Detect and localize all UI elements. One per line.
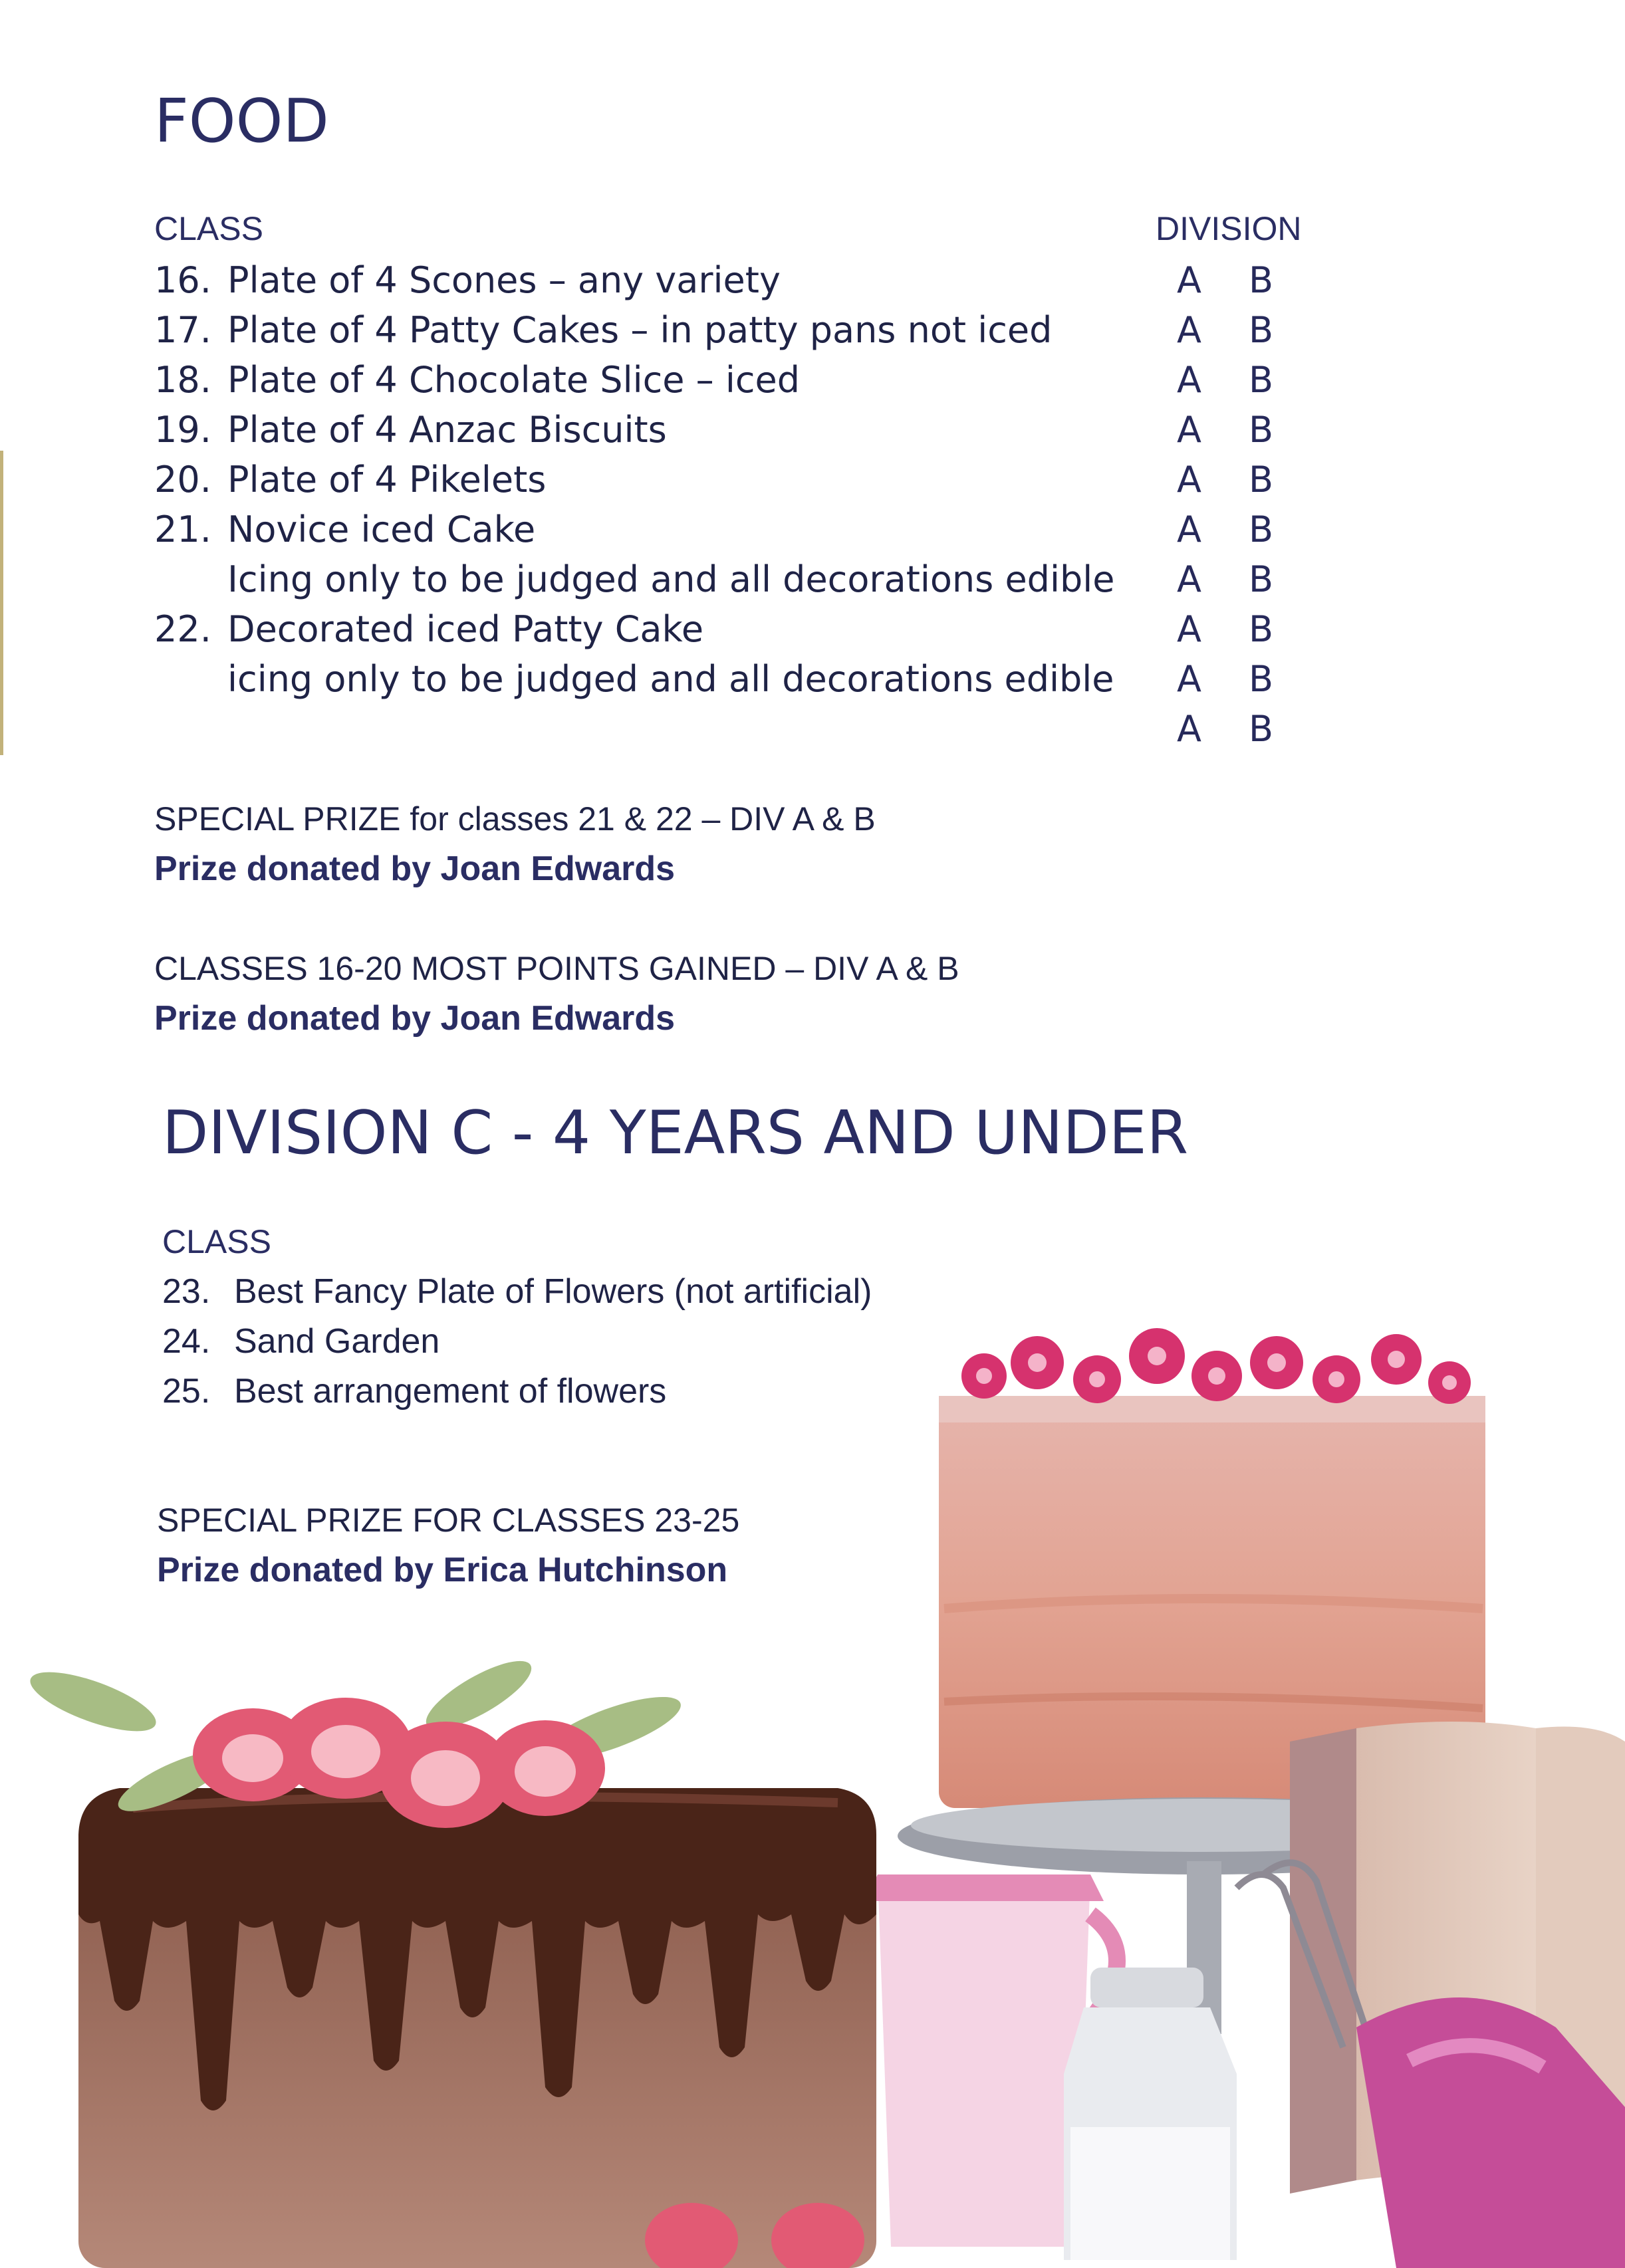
list-item: 22. Decorated iced Patty Cake <box>154 608 704 650</box>
division-row: A B <box>1177 708 1274 750</box>
list-item-note: Icing only to be judged and all decorations edible <box>227 558 1115 600</box>
division-row: A B <box>1177 509 1274 550</box>
prize-donor-2: Prize donated by Joan Edwards <box>154 999 676 1038</box>
list-item-note: icing only to be judged and all decorations edible <box>227 658 1114 700</box>
division-c-heading: DIVISION C - 4 YEARS AND UNDER <box>162 1098 1189 1168</box>
special-prize-3: SPECIAL PRIZE FOR CLASSES 23-25 <box>157 1502 740 1539</box>
division-row: A B <box>1177 309 1274 351</box>
class-label: CLASS <box>162 1223 271 1260</box>
baking-illustration <box>0 1263 1625 2268</box>
list-item: 25. Best arrangement of flowers <box>162 1372 667 1411</box>
division-row: A B <box>1177 409 1274 451</box>
list-item: 19. Plate of 4 Anzac Biscuits <box>154 409 667 451</box>
list-item: 21. Novice iced Cake <box>154 509 536 550</box>
list-item: 24. Sand Garden <box>162 1322 440 1361</box>
division-row: A B <box>1177 359 1274 401</box>
division-row: A B <box>1177 259 1274 301</box>
division-row: A B <box>1177 459 1274 501</box>
list-item: 18. Plate of 4 Chocolate Slice – iced <box>154 359 801 401</box>
prize-donor-3: Prize donated by Erica Hutchinson <box>157 1551 728 1589</box>
food-class-list <box>154 255 1114 704</box>
division-label: DIVISION <box>1156 210 1302 247</box>
list-item: 20. Plate of 4 Pikelets <box>154 459 547 501</box>
milk-bottle-image <box>1064 1968 1237 2260</box>
special-prize-2: CLASSES 16-20 MOST POINTS GAINED – DIV A & B <box>154 950 959 987</box>
prize-donor-1: Prize donated by Joan Edwards <box>154 850 676 888</box>
chocolate-cake-image <box>24 1649 876 2268</box>
list-item: 23. Best Fancy Plate of Flowers (not artificial) <box>162 1272 872 1311</box>
division-row: A B <box>1177 608 1274 650</box>
special-prize-1: SPECIAL PRIZE for classes 21 & 22 – DIV A & B <box>154 800 876 838</box>
division-column <box>1177 255 1320 754</box>
class-label: CLASS <box>154 210 263 247</box>
list-item: 16. Plate of 4 Scones – any variety <box>154 259 781 301</box>
food-heading: FOOD <box>154 86 329 156</box>
side-rule <box>0 451 3 755</box>
division-row: A B <box>1177 558 1274 600</box>
division-row: A B <box>1177 658 1274 700</box>
list-item: 17. Plate of 4 Patty Cakes – in patty pans not iced <box>154 309 1053 351</box>
